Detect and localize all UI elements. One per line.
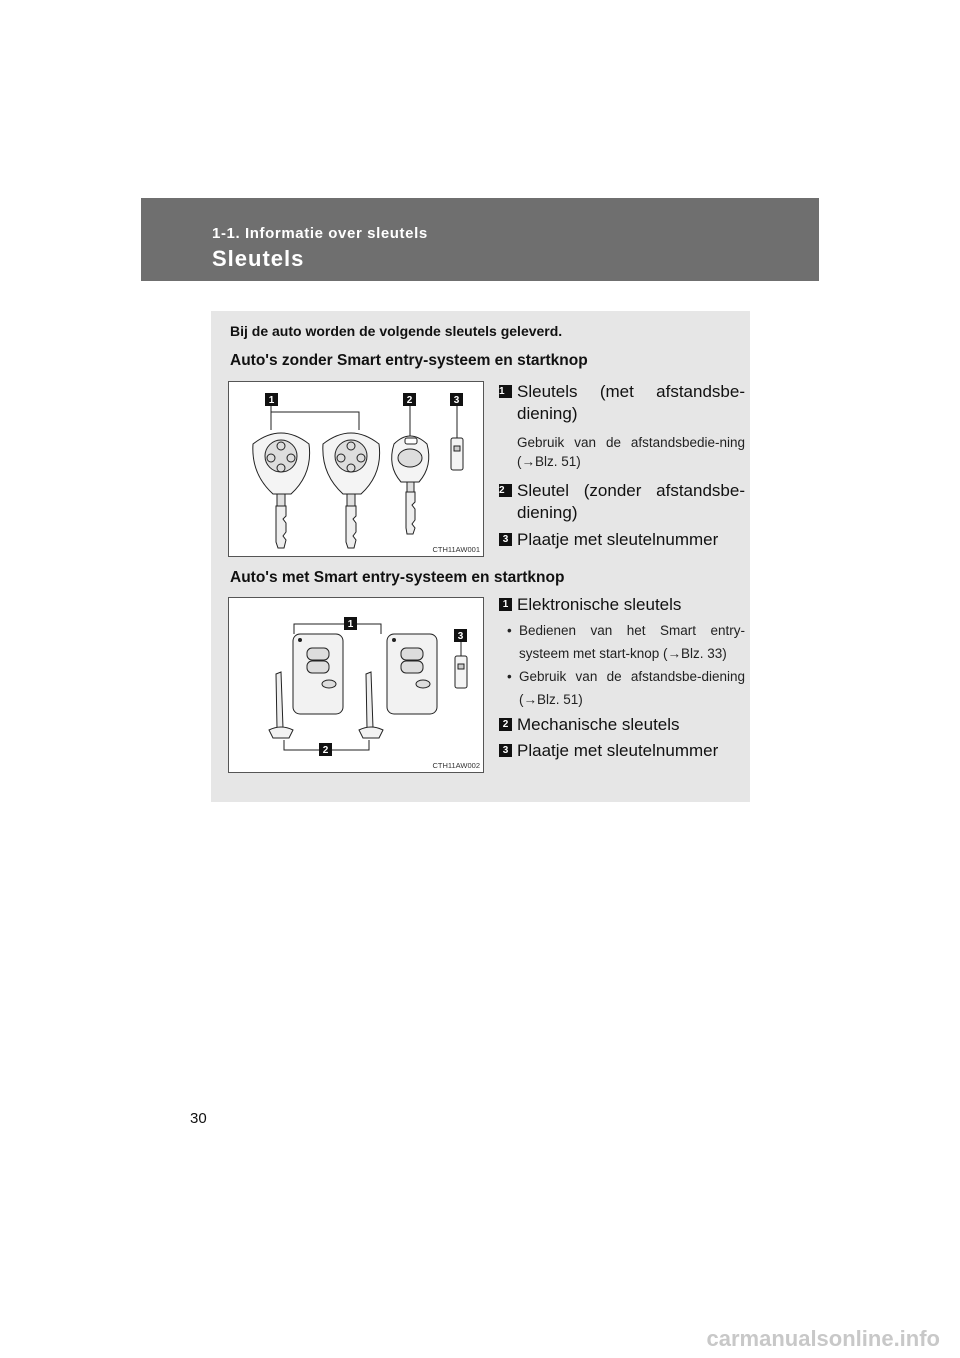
list-item [497, 594, 745, 616]
page-number: 30 [190, 1110, 207, 1127]
content-panel [211, 311, 750, 802]
list-item [497, 529, 745, 551]
keys-illustration [229, 382, 485, 558]
callout-3: 3 [453, 395, 460, 406]
item-number: 2 [499, 484, 512, 497]
item-number: 3 [499, 533, 512, 546]
list-item [497, 714, 745, 736]
list-item [497, 740, 745, 762]
smart-keys-illustration [229, 598, 485, 774]
item-number: 2 [499, 718, 512, 731]
bullet-item: • Gebruik van de afstandsbe-diening (→Blz. 51) [497, 665, 745, 711]
callout-3: 3 [457, 631, 464, 642]
callout-2: 2 [322, 745, 329, 756]
heading-without-smart-entry: Auto's zonder Smart entry-systeem en startknop [230, 352, 588, 369]
list-item [497, 480, 745, 524]
section-header [141, 198, 819, 281]
figure-conventional-keys [228, 381, 484, 557]
item-number: 3 [499, 744, 512, 757]
item-label: Plaatje met sleutelnummer [517, 741, 719, 760]
item-label: Elektronische sleutels [517, 595, 682, 614]
item-note: Gebruik van de afstandsbedie-ning (→Blz. 51) [517, 435, 745, 469]
callout-1: 1 [268, 395, 275, 406]
heading-with-smart-entry: Auto's met Smart entry-systeem en startknop [230, 569, 565, 586]
bullet-item: • Bedienen van het Smart entry-systeem met start-knop (→Blz. 33) [497, 619, 745, 665]
figure-code: CTH11AW001 [432, 545, 480, 554]
item-number: 1 [499, 385, 512, 398]
callout-1: 1 [347, 619, 354, 630]
item-label: Sleutel (zonder afstandsbe-diening) [517, 481, 745, 522]
figure-electronic-keys [228, 597, 484, 773]
item-list-with-smart-entry [497, 594, 745, 762]
section-title: 1-1. Informatie over sleutels [212, 225, 428, 242]
intro-text: Bij de auto worden de volgende sleutels geleverd. [230, 323, 563, 339]
item-number: 1 [499, 598, 512, 611]
item-label: Plaatje met sleutelnummer [517, 530, 719, 549]
item-list-without-smart-entry [497, 381, 745, 551]
list-item [497, 381, 745, 425]
item-label: Mechanische sleutels [517, 715, 680, 734]
figure-code: CTH11AW002 [432, 761, 480, 770]
item-label: Sleutels (met afstandsbe-diening) [517, 382, 745, 423]
callout-2: 2 [406, 395, 413, 406]
watermark: carmanualsonline.info [706, 1326, 940, 1351]
page-title: Sleutels [212, 246, 305, 271]
